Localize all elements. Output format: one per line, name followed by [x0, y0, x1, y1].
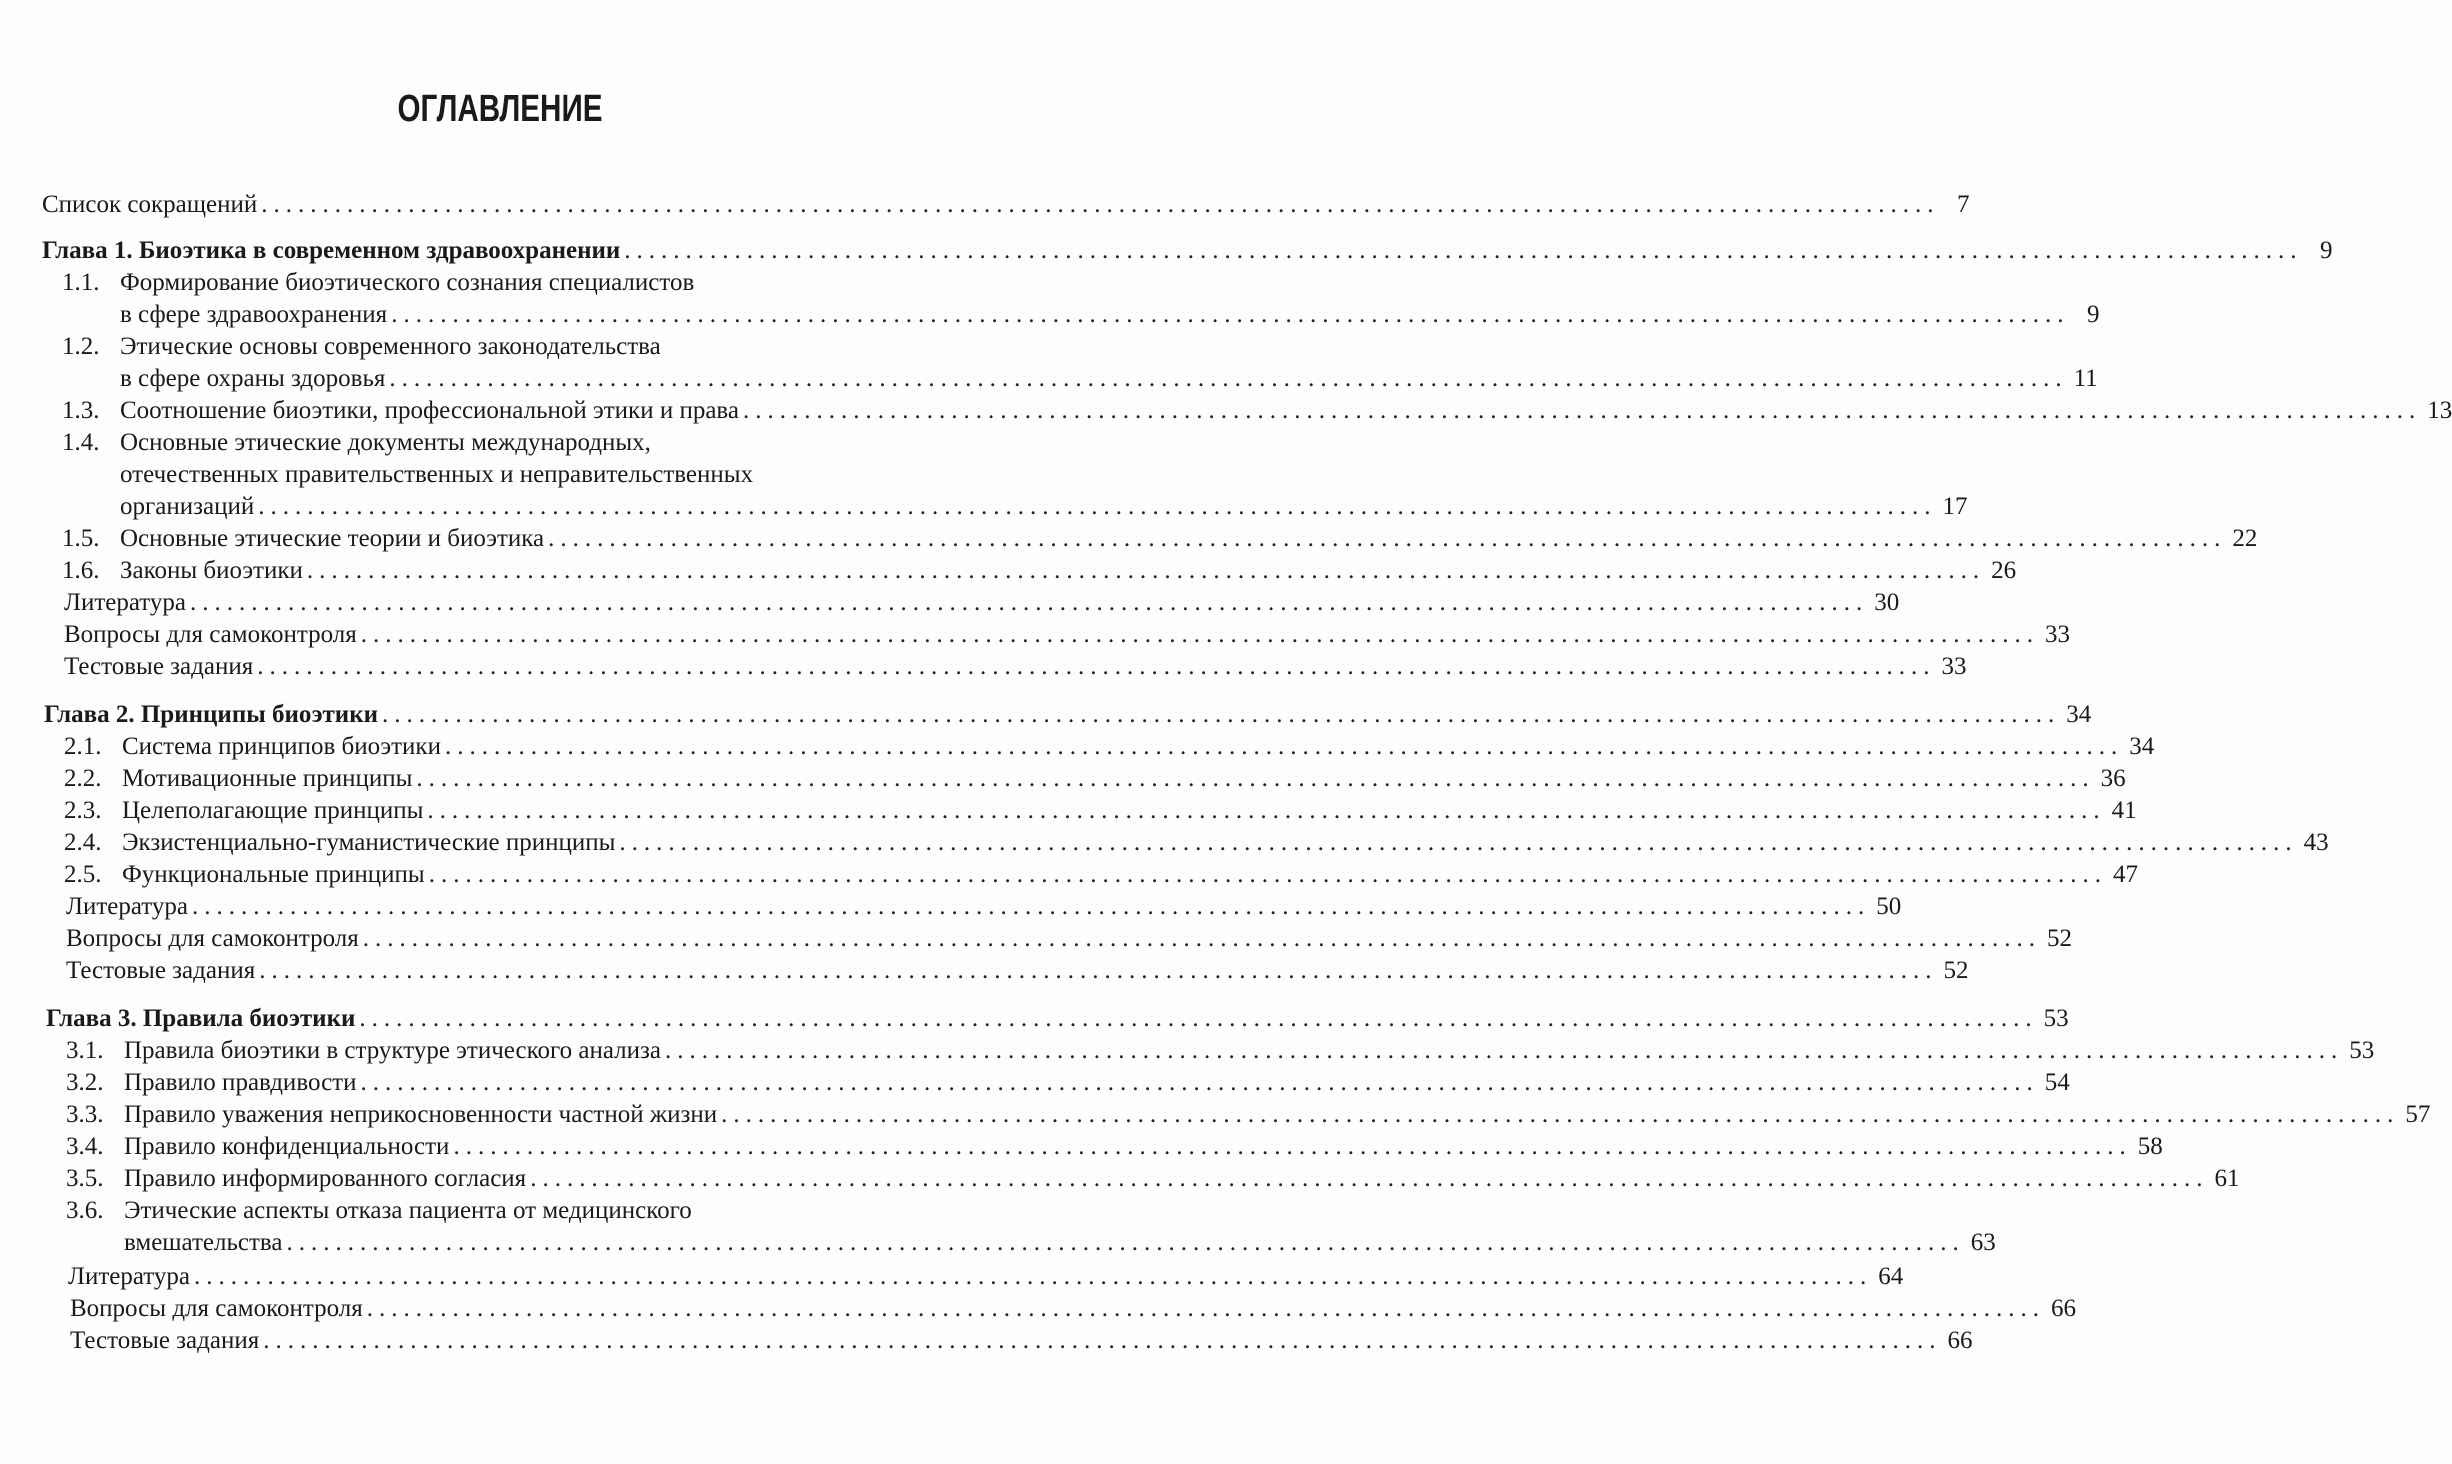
entry-label: Литература — [64, 589, 186, 616]
dot-leader: ......................................................................................................................................... — [444, 733, 2124, 760]
dot-leader: ......................................................................................................................................... — [382, 701, 2061, 728]
toc-section-3-2 — [66, 1068, 2070, 1098]
section-label: Правило конфиденциальности — [124, 1133, 450, 1160]
toc-section-1-6 — [62, 556, 2017, 586]
toc-tests-2 — [66, 956, 1969, 986]
page-number: 9 — [2320, 237, 2333, 264]
dot-leader: ......................................................................................................................................... — [548, 525, 2227, 552]
toc-section-3-5 — [66, 1164, 2240, 1194]
toc-chapter-1 — [42, 236, 2333, 266]
section-label: организаций — [120, 493, 255, 520]
dot-leader: ......................................................................................................................................... — [257, 653, 1936, 680]
dot-leader: ......................................................................................................................................... — [416, 765, 2095, 792]
entry-label: Вопросы для самоконтроля — [66, 925, 359, 952]
section-number: 1.6. — [62, 557, 100, 584]
section-label: Правило информированного согласия — [124, 1165, 527, 1192]
dot-leader: ......................................................................................................................................... — [286, 1229, 1965, 1256]
page-number: 54 — [2044, 1069, 2070, 1096]
section-number: 1.1. — [62, 269, 100, 296]
section-number: 2.2. — [64, 765, 102, 792]
section-label: Этические основы современного законодательства — [120, 333, 661, 360]
entry-label: Литература — [68, 1263, 190, 1290]
page-number: 34 — [2129, 733, 2155, 760]
page-number: 33 — [1941, 653, 1967, 680]
section-label: Законы биоэтики — [120, 557, 303, 584]
dot-leader: ......................................................................................................................................... — [263, 1327, 1942, 1354]
dot-leader: ......................................................................................................................................... — [530, 1165, 2209, 1192]
page-number: 9 — [2086, 301, 2100, 328]
page-number: 57 — [2405, 1101, 2431, 1128]
toc-literature-1 — [64, 588, 1900, 618]
section-label: Правило правдивости — [124, 1069, 357, 1096]
section-number: 2.4. — [64, 829, 102, 856]
page-number: 36 — [2100, 765, 2126, 792]
toc-section-1-4-line3 — [120, 492, 1968, 522]
section-label: Формирование биоэтического сознания специалистов — [120, 269, 695, 296]
section-number: 3.3. — [66, 1101, 104, 1128]
section-label: Функциональные принципы — [122, 861, 425, 888]
section-number: 2.5. — [64, 861, 102, 888]
section-number: 2.3. — [64, 797, 102, 824]
dot-leader: ......................................................................................................................................... — [427, 797, 2106, 824]
toc-questions-2 — [66, 924, 2072, 954]
section-label: Мотивационные принципы — [122, 765, 413, 792]
toc-section-3-6-line1 — [66, 1196, 692, 1226]
section-label: отечественных правительственных и неправительственных — [120, 461, 754, 488]
toc-section-1-2-line1 — [62, 332, 661, 362]
dot-leader: ......................................................................................................................................... — [624, 237, 2303, 264]
toc-entry-abbreviations — [42, 190, 1970, 220]
entry-label: Вопросы для самоконтроля — [64, 621, 357, 648]
toc-chapter-3 — [46, 1004, 2069, 1034]
section-number: 1.2. — [62, 333, 100, 360]
toc-section-2-5 — [64, 860, 2138, 890]
toc-section-3-3 — [66, 1100, 2431, 1130]
page-number: 34 — [2066, 701, 2092, 728]
section-number: 1.3. — [62, 397, 100, 424]
toc-section-2-4 — [64, 828, 2329, 858]
toc-section-1-2-line2 — [120, 364, 2098, 394]
dot-leader: ......................................................................................................................................... — [306, 557, 1986, 584]
section-label: Правило уважения неприкосновенности частной жизни — [124, 1101, 718, 1128]
dot-leader: ......................................................................................................................................... — [619, 829, 2298, 856]
section-label: Основные этические теории и биоэтика — [120, 525, 545, 552]
section-number: 3.2. — [66, 1069, 104, 1096]
dot-leader: ......................................................................................................................................... — [664, 1037, 2344, 1064]
toc-section-1-5 — [62, 524, 2258, 554]
toc-section-2-1 — [64, 732, 2155, 762]
page-title: ОГЛАВЛЕНИЕ — [397, 88, 603, 130]
toc-questions-3 — [70, 1294, 2076, 1324]
toc-section-3-6-line2 — [124, 1228, 1996, 1258]
section-label: Соотношение биоэтики, профессиональной этики и права — [120, 397, 739, 424]
toc-section-3-4 — [66, 1132, 2163, 1162]
dot-leader: ......................................................................................................................................... — [194, 1263, 1873, 1290]
page-number: 61 — [2214, 1165, 2240, 1192]
page-number: 52 — [2046, 925, 2072, 952]
entry-label: Тестовые задания — [66, 957, 256, 984]
toc-tests-3 — [70, 1326, 1973, 1356]
page-number: 26 — [1991, 557, 2017, 584]
page-number: 43 — [2303, 829, 2329, 856]
page-number: 33 — [2044, 621, 2070, 648]
toc-section-2-2 — [64, 764, 2126, 794]
section-label: Основные этические документы международных, — [120, 429, 651, 456]
section-number: 3.5. — [66, 1165, 104, 1192]
dot-leader: ......................................................................................................................................... — [261, 191, 1940, 218]
page-number: 22 — [2232, 525, 2258, 552]
entry-label: Список сокращений — [42, 191, 258, 218]
dot-leader: ......................................................................................................................................... — [428, 861, 2107, 888]
section-label: Правила биоэтики в структуре этического анализа — [124, 1037, 661, 1064]
page-number: 64 — [1878, 1263, 1904, 1290]
section-label: вмешательства — [124, 1229, 283, 1256]
toc-section-2-3 — [64, 796, 2137, 826]
toc-section-1-1-line2 — [120, 300, 2100, 330]
dot-leader: ......................................................................................................................................... — [192, 893, 1871, 920]
entry-label: Тестовые задания — [64, 653, 254, 680]
chapter-label: Глава 1. Биоэтика в современном здравоохранении — [42, 237, 621, 264]
dot-leader: ......................................................................................................................................... — [389, 365, 2068, 392]
page-number: 30 — [1874, 589, 1900, 616]
toc-tests-1 — [64, 652, 1967, 682]
chapter-label: Глава 2. Принципы биоэтики — [44, 701, 379, 728]
section-number: 3.1. — [66, 1037, 104, 1064]
section-label: Экзистенциально-гуманистические принципы — [122, 829, 616, 856]
section-label: Система принципов биоэтики — [122, 733, 441, 760]
page-number: 11 — [2073, 365, 2098, 392]
page-number: 47 — [2112, 861, 2138, 888]
entry-label: Тестовые задания — [70, 1327, 260, 1354]
toc-section-1-4-line1 — [62, 428, 651, 458]
section-number: 3.4. — [66, 1133, 104, 1160]
dot-leader: ......................................................................................................................................... — [360, 1069, 2039, 1096]
page-number: 41 — [2111, 797, 2137, 824]
page-number: 66 — [1947, 1327, 1973, 1354]
dot-leader: ......................................................................................................................................... — [190, 589, 1869, 616]
page-number: 52 — [1943, 957, 1969, 984]
section-label: Целеполагающие принципы — [122, 797, 424, 824]
page-number: 53 — [2043, 1005, 2069, 1032]
section-number: 2.1. — [64, 733, 102, 760]
toc-section-1-4-line2 — [120, 460, 753, 490]
toc-literature-2 — [66, 892, 1902, 922]
section-number: 1.5. — [62, 525, 100, 552]
page-number: 7 — [1957, 191, 1970, 218]
toc-section-3-1 — [66, 1036, 2375, 1066]
section-label: Этические аспекты отказа пациента от медицинского — [124, 1197, 692, 1224]
page-number: 50 — [1876, 893, 1902, 920]
toc-literature-3 — [68, 1262, 1904, 1292]
dot-leader: ......................................................................................................................................... — [359, 1005, 2038, 1032]
section-label: в сфере охраны здоровья — [120, 365, 386, 392]
entry-label: Вопросы для самоконтроля — [70, 1295, 363, 1322]
dot-leader: ......................................................................................................................................... — [453, 1133, 2132, 1160]
dot-leader: ......................................................................................................................................... — [391, 301, 2070, 328]
dot-leader: ......................................................................................................................................... — [721, 1101, 2400, 1128]
toc-questions-1 — [64, 620, 2070, 650]
page-number: 63 — [1970, 1229, 1996, 1256]
chapter-label: Глава 3. Правила биоэтики — [46, 1005, 356, 1032]
page-number: 66 — [2050, 1295, 2076, 1322]
dot-leader: ......................................................................................................................................... — [259, 957, 1938, 984]
section-number: 1.4. — [62, 429, 100, 456]
page-number: 53 — [2349, 1037, 2375, 1064]
toc-section-1-3 — [62, 396, 2452, 426]
dot-leader: ......................................................................................................................................... — [362, 925, 2041, 952]
dot-leader: ......................................................................................................................................... — [360, 621, 2039, 648]
page-number: 17 — [1942, 493, 1968, 520]
section-number: 3.6. — [66, 1197, 104, 1224]
page-number: 13 — [2427, 397, 2452, 424]
dot-leader: ......................................................................................................................................... — [366, 1295, 2045, 1322]
dot-leader: ......................................................................................................................................... — [258, 493, 1937, 520]
toc-chapter-2 — [44, 700, 2092, 730]
dot-leader: ......................................................................................................................................... — [743, 397, 2422, 424]
toc-section-1-1-line1 — [62, 268, 694, 298]
section-label: в сфере здравоохранения — [120, 301, 388, 328]
entry-label: Литература — [66, 893, 188, 920]
page-number: 58 — [2137, 1133, 2163, 1160]
